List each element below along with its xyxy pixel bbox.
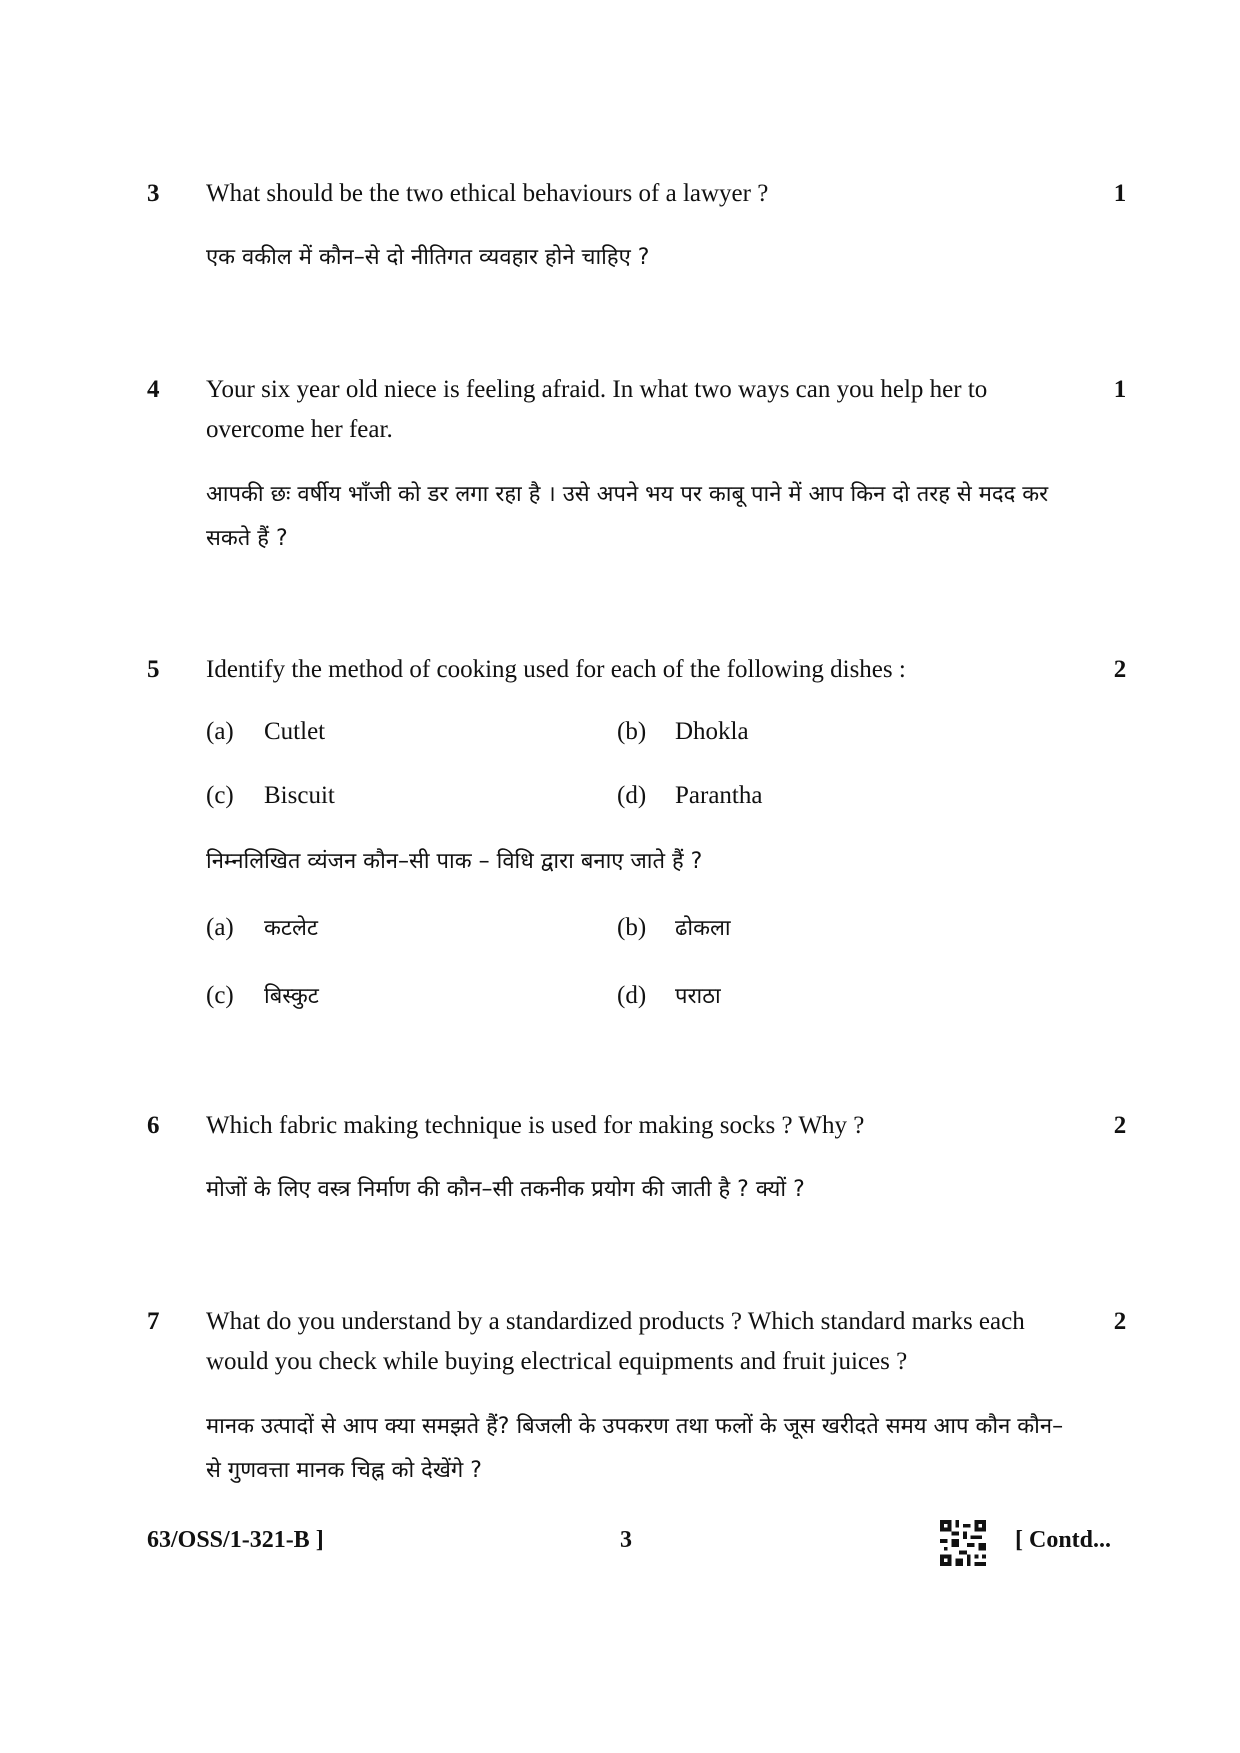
paper-code: 63/OSS/1-321-B ] (147, 1527, 324, 1553)
option-label: (b) (617, 718, 647, 745)
option-a-en (206, 712, 325, 752)
question-text-hi: निम्नलिखित व्यंजन कौन–सी पाक – विधि द्वारा बनाए जाते हैं ? (206, 849, 703, 874)
option-d-hi (617, 976, 721, 1017)
question-marks: 1 (1113, 180, 1127, 207)
option-a-hi (206, 908, 318, 949)
question-text-en: Which fabric making technique is used for making socks ? Why ? (206, 1112, 865, 1139)
question-text-en: Your six year old niece is feeling afraid. In what two ways can you help her to overcome her fear. (206, 376, 988, 443)
option-text: Dhokla (675, 718, 749, 745)
question-text-en: Identify the method of cooking used for each of the following dishes : (206, 656, 906, 683)
continued-label: [ Contd... (1015, 1527, 1112, 1553)
option-c-en (206, 776, 335, 816)
question-number: 6 (147, 1112, 160, 1139)
option-label: (c) (206, 782, 234, 809)
question-text-en: What do you understand by a standardized products ? Which standard marks each would you check while buying electrical equipments and fruit juices ? (206, 1308, 1025, 1375)
page-footer (0, 1520, 1240, 1570)
option-text: Cutlet (264, 718, 326, 745)
option-b-en (617, 712, 749, 752)
option-label: (d) (617, 782, 647, 809)
option-text: पराठा (675, 984, 721, 1009)
option-b-hi (617, 908, 731, 949)
option-text: कटलेट (264, 916, 318, 941)
question-text-hi: मानक उत्पादों से आप क्या समझते हैं? बिजली के उपकरण तथा फलों के जूस खरीदते समय आप कौन कौन–से गुणवत्ता मानक चिह्न को देखेंगे ? (206, 1414, 1064, 1483)
option-d-en (617, 776, 762, 816)
option-label: (a) (206, 718, 234, 745)
question-text-en: What should be the two ethical behaviours of a lawyer ? (206, 180, 769, 207)
option-text: बिस्कुट (264, 984, 319, 1009)
option-label: (a) (206, 914, 234, 941)
option-text: Biscuit (264, 782, 335, 809)
page-number: 3 (620, 1527, 632, 1553)
question-number: 7 (147, 1308, 160, 1335)
question-marks: 2 (1113, 1112, 1127, 1139)
option-label: (c) (206, 982, 234, 1009)
option-label: (d) (617, 982, 647, 1009)
question-number: 5 (147, 656, 160, 683)
question-text-hi: मोजों के लिए वस्त्र निर्माण की कौन–सी तकनीक प्रयोग की जाती है ? क्यों ? (206, 1177, 805, 1202)
question-marks: 1 (1113, 376, 1127, 403)
question-number: 3 (147, 180, 160, 207)
qr-code-icon (940, 1520, 986, 1566)
option-text: Parantha (675, 782, 763, 809)
option-text: ढोकला (675, 916, 731, 941)
question-marks: 2 (1113, 1308, 1127, 1335)
question-number: 4 (147, 376, 160, 403)
question-marks: 2 (1113, 656, 1127, 683)
option-label: (b) (617, 914, 647, 941)
question-text-hi: एक वकील में कौन–से दो नीतिगत व्यवहार होने चाहिए ? (206, 245, 650, 270)
option-c-hi (206, 976, 319, 1017)
question-text-hi: आपकी छः वर्षीय भाँजी को डर लगा रहा है । उसे अपने भय पर काबू पाने में आप किन दो तरह से मदद कर सकते हैं ? (206, 482, 1049, 551)
